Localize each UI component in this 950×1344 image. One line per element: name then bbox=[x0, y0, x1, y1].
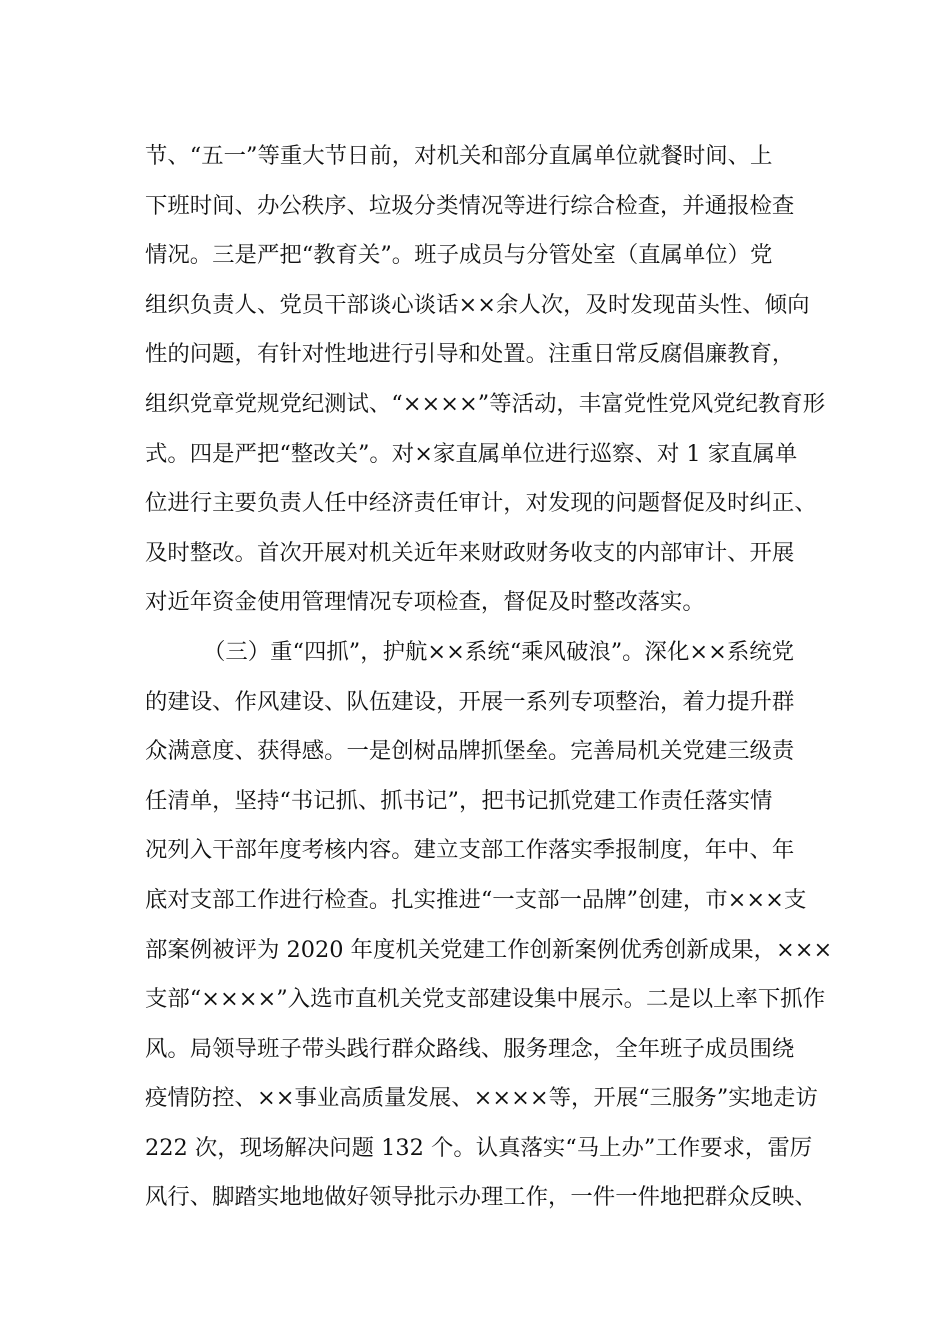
text-line: 的建设、作风建设、队伍建设，开展一系列专项整治，着力提升群 bbox=[145, 688, 795, 715]
text-line: 组织负责人、党员干部谈心谈话××余人次，及时发现苗头性、倾向 bbox=[145, 291, 810, 318]
text-line: 疫情防控、××事业高质量发展、××××等，开展“三服务”实地走访 bbox=[145, 1085, 818, 1112]
section-heading-line: （三）重“四抓”，护航××系统“乘风破浪”。深化××系统党 bbox=[203, 638, 795, 665]
text-line: 部案例被评为 2020 年度机关党建工作创新案例优秀创新成果，××× bbox=[145, 936, 833, 963]
text-line: 下班时间、办公秩序、垃圾分类情况等进行综合检查，并通报检查 bbox=[145, 192, 795, 219]
text-line: 支部“××××”入选市直机关党支部建设集中展示。二是以上率下抓作 bbox=[145, 986, 826, 1013]
text-line: 性的问题，有针对性地进行引导和处置。注重日常反腐倡廉教育， bbox=[145, 341, 795, 368]
text-line: 底对支部工作进行检查。扎实推进“一支部一品牌”创建，市×××支 bbox=[145, 886, 807, 913]
text-line: 222 次，现场解决问题 132 个。认真落实“马上办”工作要求，雷厉 bbox=[145, 1134, 813, 1161]
text-line: 情况。三是严把“教育关”。班子成员与分管处室（直属单位）党 bbox=[145, 242, 773, 269]
text-line: 位进行主要负责人任中经济责任审计，对发现的问题督促及时纠正、 bbox=[145, 490, 817, 517]
document-body bbox=[145, 132, 833, 1223]
text-line: 式。四是严把“整改关”。对×家直属单位进行巡察、对 1 家直属单 bbox=[145, 440, 798, 467]
text-line: 风行、脚踏实地地做好领导批示办理工作，一件一件地把群众反映、 bbox=[145, 1184, 817, 1211]
text-line: 众满意度、获得感。一是创树品牌抓堡垒。完善局机关党建三级责 bbox=[145, 738, 795, 765]
text-line: 组织党章党规党纪测试、“××××”等活动，丰富党性党风党纪教育形 bbox=[145, 390, 826, 417]
text-line: 节、“五一”等重大节日前，对机关和部分直属单位就餐时间、上 bbox=[145, 143, 773, 169]
text-line: 对近年资金使用管理情况专项检查，督促及时整改落实。 bbox=[145, 589, 705, 616]
text-line: 及时整改。首次开展对机关近年来财政财务收支的内部审计、开展 bbox=[145, 539, 795, 566]
text-line: 风。局领导班子带头践行群众路线、服务理念，全年班子成员围绕 bbox=[145, 1035, 795, 1062]
text-line: 况列入干部年度考核内容。建立支部工作落实季报制度，年中、年 bbox=[145, 837, 795, 864]
text-line: 任清单，坚持“书记抓、抓书记”，把书记抓党建工作责任落实情 bbox=[145, 787, 773, 814]
